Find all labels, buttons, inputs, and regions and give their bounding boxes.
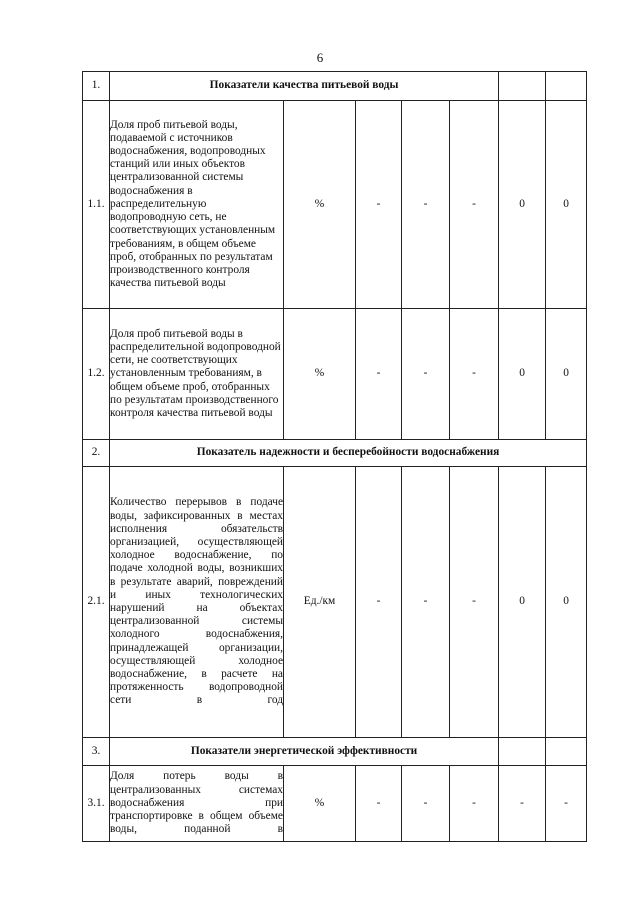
table-row (83, 766, 587, 842)
row-value: - (402, 101, 450, 309)
section-header-row (83, 738, 587, 766)
row-value: - (546, 766, 587, 842)
row-unit: % (284, 101, 356, 309)
row-value: - (402, 467, 450, 738)
row-value: - (356, 309, 402, 440)
page-number: 6 (316, 50, 324, 65)
row-value: 0 (499, 467, 546, 738)
section-header-row (83, 72, 587, 101)
row-value: - (450, 467, 499, 738)
row-number: 1.1. (83, 101, 110, 309)
row-value: - (402, 309, 450, 440)
row-value: 0 (546, 101, 587, 309)
row-value: - (356, 467, 402, 738)
row-value: 0 (546, 467, 587, 738)
row-description: Доля потерь воды в централизованных системах водоснабжения при транспортировке в общем объеме воды, поданной в (110, 766, 284, 842)
row-value: 0 (499, 309, 546, 440)
row-value: - (450, 766, 499, 842)
row-value: - (450, 309, 499, 440)
row-value: 0 (499, 101, 546, 309)
section-number: 3. (83, 738, 110, 766)
row-description: Количество перерывов в подаче воды, зафиксированных в местах исполнения обязательств организацией, осуществляющей холодное водоснабжение, по подаче холодной воды, возникших в результате аварий, повреждений и иных технологических нарушений на объектах централизованной системы холодного водоснабжения, принадлежащей организации, осуществляющей холодное водоснабжение, в расчете на протяженность водопроводной сети в год (110, 467, 284, 738)
row-value: - (450, 101, 499, 309)
empty-cell (546, 72, 587, 101)
section-title: Показатель надежности и бесперебойности водоснабжения (110, 440, 587, 467)
empty-cell (499, 72, 546, 101)
row-description: Доля проб питьевой воды в распределительной водопроводной сети, не соответствующих установленным требованиям, в общем объеме проб, отобранных по результатам производственного контроля качества питьевой воды (110, 309, 284, 440)
row-number: 1.2. (83, 309, 110, 440)
table-row (83, 101, 587, 309)
row-value: 0 (546, 309, 587, 440)
row-description: Доля проб питьевой воды, подаваемой с источников водоснабжения, водопроводных станций или иных объектов централизованной системы водоснабжения в распределительную водопроводную сеть, не соответствующих установленным требованиям, в общем объеме проб, отобранных по результатам производственного контроля качества питьевой воды (110, 101, 284, 309)
indicators-table (82, 71, 587, 842)
row-value: - (356, 101, 402, 309)
row-unit: % (284, 766, 356, 842)
section-header-row (83, 440, 587, 467)
table-row (83, 467, 587, 738)
row-value: - (402, 766, 450, 842)
section-number: 1. (83, 72, 110, 101)
section-number: 2. (83, 440, 110, 467)
empty-cell (499, 738, 546, 766)
row-number: 2.1. (83, 467, 110, 738)
row-number: 3.1. (83, 766, 110, 842)
section-title: Показатели энергетической эффективности (110, 738, 499, 766)
row-value: - (356, 766, 402, 842)
section-title: Показатели качества питьевой воды (110, 72, 499, 101)
row-value: - (499, 766, 546, 842)
row-unit: Ед./км (284, 467, 356, 738)
empty-cell (546, 738, 587, 766)
table-row (83, 309, 587, 440)
row-unit: % (284, 309, 356, 440)
